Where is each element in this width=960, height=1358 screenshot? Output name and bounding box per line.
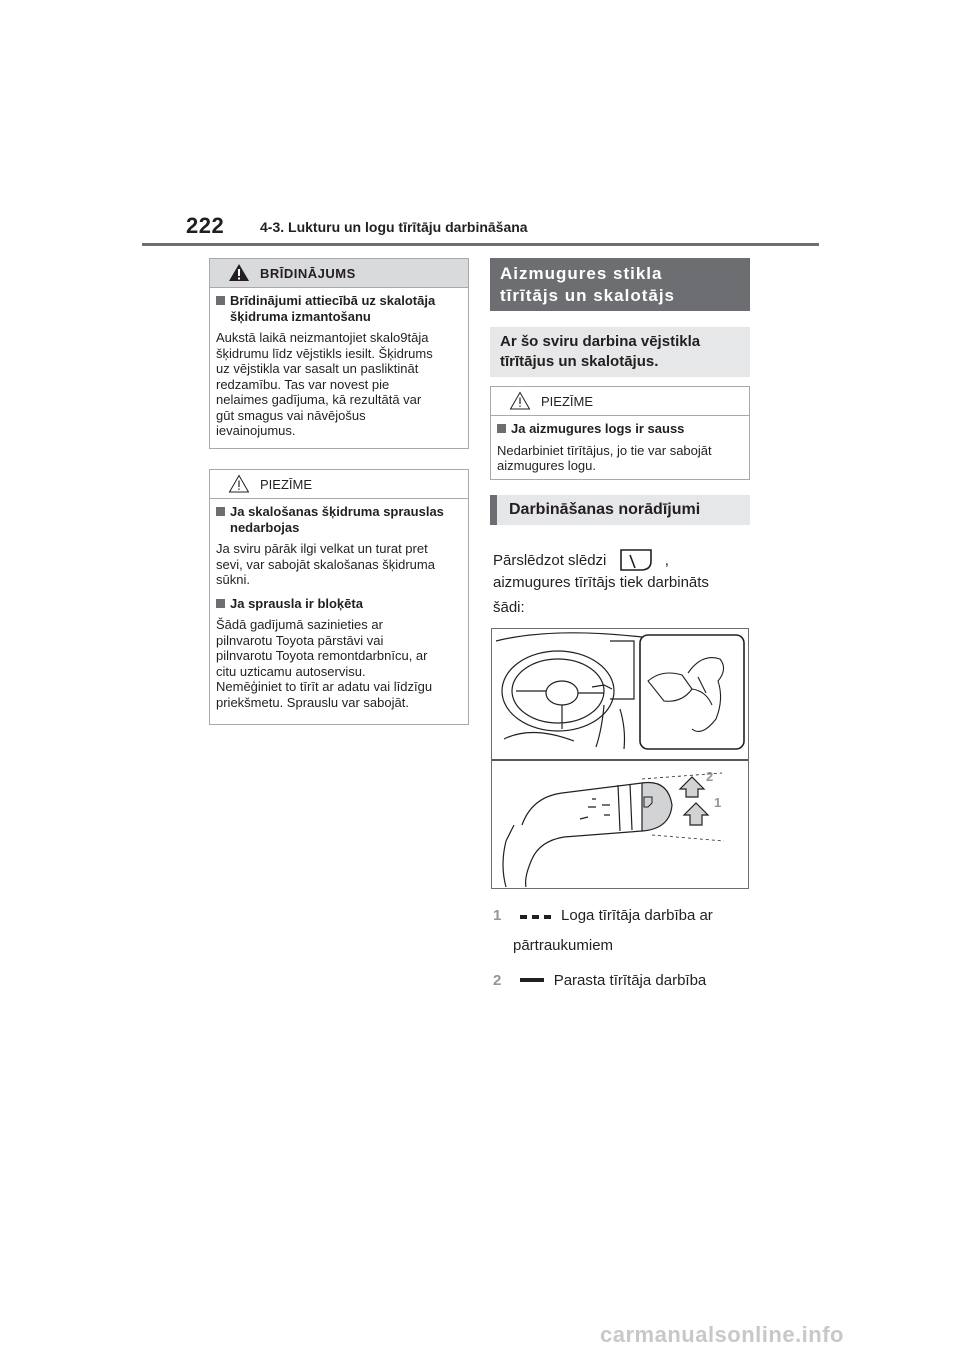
operation-heading: Darbināšanas norādījumi — [490, 495, 750, 525]
operation-text-line-1 — [493, 547, 753, 573]
list-item-1 — [493, 905, 753, 927]
warning-line: ievainojumus. — [216, 423, 296, 438]
notice-line: sevi, var sabojāt skalošanas šķidruma — [216, 556, 435, 572]
notice-line: priekšmetu. Sprauslu var sabojāt. — [216, 694, 409, 710]
warning-triangle-icon — [228, 263, 250, 282]
intro-line: Ar šo sviru darbina vējstikla — [500, 333, 701, 350]
notice-box-header — [210, 470, 468, 499]
square-bullet-icon — [216, 599, 225, 608]
square-bullet-icon — [216, 507, 225, 516]
list-item-number: 2 — [493, 972, 502, 989]
page-number: 222 — [186, 213, 225, 238]
notice-line: sūkni. — [216, 572, 250, 587]
watermark: carmanualsonline.info — [600, 1322, 844, 1347]
caution-triangle-icon — [228, 474, 250, 493]
notice-box-left — [209, 469, 469, 725]
list-item-number: 1 — [493, 906, 502, 924]
notice-box-title: PIEZĪME — [541, 394, 594, 409]
notice-subtitle-2: Ja sprausla ir bloķēta — [230, 595, 363, 611]
caution-triangle-icon — [509, 391, 531, 410]
notice-subtitle-1: Ja skalošanas šķidruma sprauslas nedarbojas — [230, 504, 444, 535]
lever-sketch — [503, 783, 664, 887]
square-bullet-icon — [497, 424, 506, 433]
operation-text-after: , — [664, 552, 669, 569]
notice-text — [497, 443, 743, 474]
list-item-text: Loga tīrītāja darbība ar — [561, 906, 713, 924]
notice-line: pilnvarotu Toyota pārstāvi vai — [216, 632, 384, 648]
intro-line: tīrītājus un skalotājus. — [500, 353, 659, 370]
notice-line: aizmugures logu. — [497, 458, 596, 473]
warning-line: nelaimes gadījuma, kā rezultātā var — [216, 392, 422, 407]
warning-box-title: BRĪDINĀJUMS — [260, 266, 356, 281]
wiper-lever-figure — [491, 628, 749, 889]
warning-line: redzamību. Tas var novest pie — [216, 376, 390, 392]
intermittent-wiper-icon — [520, 905, 551, 925]
list-item-2 — [493, 971, 753, 991]
rear-wiper-icon — [619, 547, 653, 573]
callout-1: 1 — [714, 795, 722, 810]
notice-subtitle: Ja aizmugures logs ir sauss — [511, 421, 685, 436]
lever-arrows — [680, 777, 708, 825]
intro-box — [490, 327, 750, 377]
lever-illustration — [492, 629, 748, 888]
continuous-wiper-icon — [520, 978, 544, 982]
square-bullet-icon — [216, 296, 225, 305]
warning-box — [209, 258, 469, 449]
notice-line: Ja sviru pārāk ilgi velkat un turat pret — [216, 541, 428, 556]
notice-text-2 — [216, 617, 462, 710]
operation-text-line-3: šādi: — [493, 599, 525, 616]
warning-subtitle-row — [216, 293, 462, 324]
main-heading-line: tīrītājs un skalotājs — [500, 286, 675, 305]
warning-line: šķidrumu līdz vējstikls iesilt. Šķidrums — [216, 345, 433, 361]
notice-line: citu uzticamu autoservisu. — [216, 663, 366, 679]
notice-line: Šādā gadījumā sazinieties ar — [216, 617, 383, 632]
warning-subtitle: Brīdinājumi attiecībā uz skalotāja šķidruma izmantošanu — [230, 293, 436, 324]
notice-subtitle-row — [497, 421, 743, 437]
dashboard-sketch — [496, 633, 642, 749]
list-item-1-continued: pārtraukumiem — [513, 937, 614, 954]
main-heading-line: Aizmugures stikla — [500, 264, 663, 283]
operation-text-before: Pārslēdzot slēdzi — [493, 552, 607, 569]
section-title: 4-3. Lukturu un logu tīrītāju darbināšana — [260, 219, 528, 235]
list-item-text: Parasta tīrītāja darbība — [553, 972, 707, 989]
notice-subtitle-2-row — [216, 596, 462, 612]
notice-text-1 — [216, 541, 462, 588]
warning-box-header — [210, 259, 468, 288]
arrow-up-2-icon — [680, 777, 704, 797]
notice-line: Nedarbiniet tīrītājus, jo tie var sabojāt — [497, 442, 712, 458]
notice-box-title: PIEZĪME — [260, 477, 313, 492]
warning-line: gūt smagus vai nāvējošus — [216, 407, 366, 423]
warning-line: Aukstā laikā neizmantojiet skalo9tāja — [216, 330, 429, 345]
arrow-up-1-icon — [684, 803, 708, 825]
callout-2: 2 — [706, 769, 714, 784]
notice-box-right — [490, 386, 750, 480]
notice-line: pilnvarotu Toyota remontdarbnīcu, ar — [216, 648, 428, 663]
notice-subtitle-1-row — [216, 504, 462, 535]
operation-text-line-2: aizmugures tīrītājs tiek darbināts — [493, 574, 709, 591]
main-heading — [490, 258, 750, 311]
notice-line: Nemēģiniet to tīrīt ar adatu vai līdzīgu — [216, 679, 433, 694]
notice-box-header — [491, 387, 749, 416]
warning-line: uz vējstikla var sasalt un pasliktināt — [216, 361, 419, 376]
header-rule — [142, 243, 819, 246]
warning-text — [216, 330, 462, 439]
